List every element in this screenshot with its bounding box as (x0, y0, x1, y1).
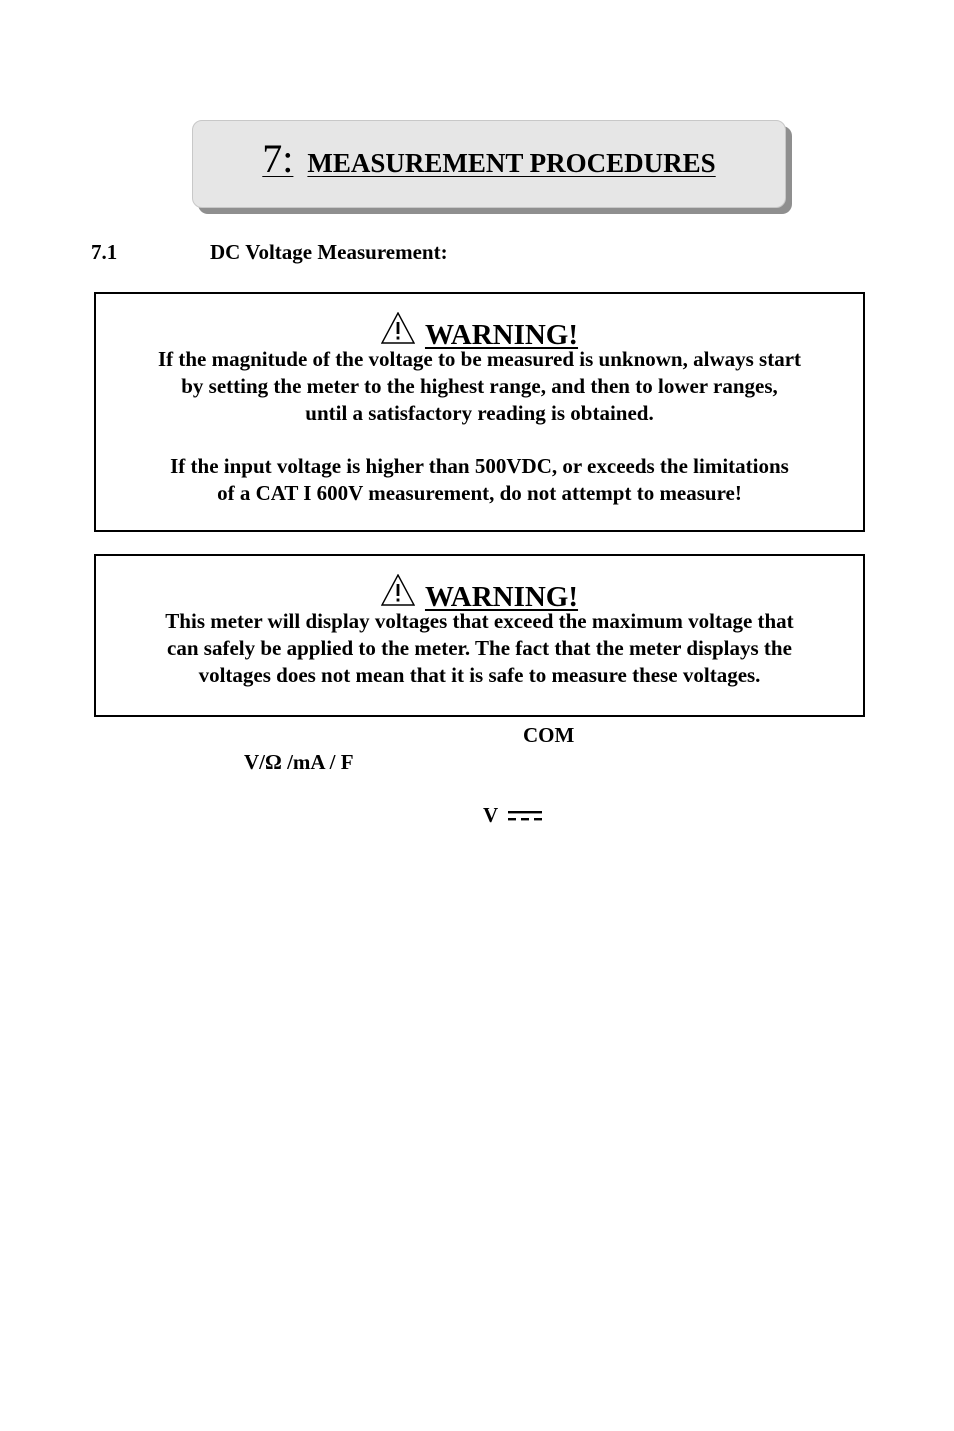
dc-voltage-symbol-icon (508, 809, 542, 823)
warning-label: WARNING! (424, 319, 579, 351)
warning-triangle-icon (381, 574, 415, 606)
input-terminal-label: V/Ω /mA / F (244, 750, 354, 774)
chapter-number: 7: (262, 136, 294, 181)
section-title: DC Voltage Measurement: (210, 240, 448, 264)
chapter-title (193, 135, 785, 182)
dc-voltage-function-label (483, 803, 542, 828)
warning-label: WARNING! (424, 581, 579, 613)
warning-triangle-icon (381, 312, 415, 344)
dc-voltage-letter: V (483, 803, 499, 827)
chapter-banner (192, 120, 786, 208)
warning-box-range (94, 292, 865, 532)
warning-paragraph: If the input voltage is higher than 500VDC, or exceeds the limitations of a CAT I 600V measurement, do not attempt to measure! (170, 454, 789, 505)
com-terminal-label: COM (523, 723, 575, 747)
warning-paragraph: If the magnitude of the voltage to be measured is unknown, always start by setting the meter to the highest range, and then to lower ranges, until a satisfactory reading is obtained. (157, 347, 802, 425)
chapter-title-text: MEASUREMENT PROCEDURES (307, 148, 716, 178)
warning-box-display (94, 554, 865, 717)
section-number: 7.1 (91, 240, 118, 264)
warning-paragraph: This meter will display voltages that exceed the maximum voltage that can safely be applied to the meter. The fact that the meter displays the voltages does not mean that it is safe to measure these voltages. (165, 609, 794, 687)
